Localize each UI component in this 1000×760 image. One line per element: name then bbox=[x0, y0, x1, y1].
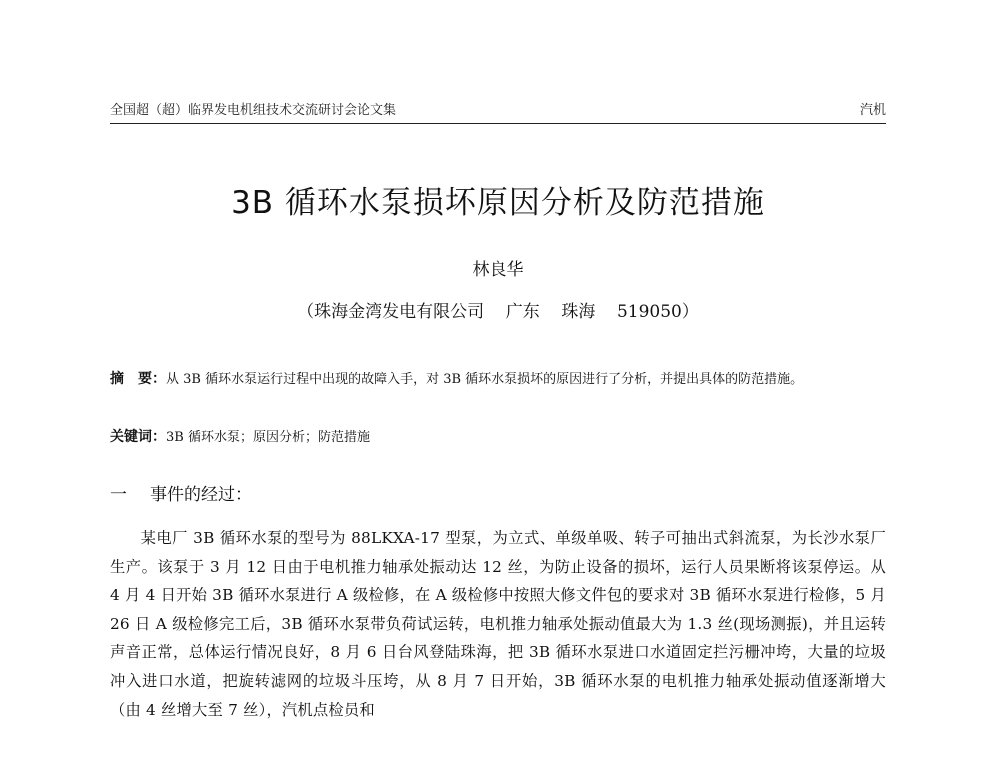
section-heading bbox=[110, 482, 886, 508]
author-affiliation: （珠海金湾发电有限公司 广东 珠海 519050） bbox=[297, 302, 699, 322]
keywords-label: 关键词： bbox=[110, 429, 166, 445]
author-name: 林良华 bbox=[472, 260, 524, 280]
abstract bbox=[110, 368, 886, 391]
header-divider bbox=[110, 123, 886, 124]
paper-title: 3B 循环水泵损坏原因分析及防范措施 bbox=[231, 185, 765, 221]
abstract-label: 摘 要： bbox=[110, 371, 166, 387]
body-paragraph: 某电厂 3B 循环水泵的型号为 88LKXA-17 型泵，为立式、单级单吸、转子可抽出式斜流泵，为长沙水泵厂生产。该泵于 3 月 12 日由于电机推力轴承处振动达 12 丝，为防止设备的损坏，运行人员果断将该泵停运。从 4 月 4 日开始 3B 循环水泵进行 A 级检修，在 A 级检修中按照大修文件包的要求对 3B 循环水泵进行检修，5 月 26 日 A 级检修完工后，3B 循环水泵带负荷试运转，电机推力轴承处振动值最大为 1.3 丝(现场测振)，并且运转声音正常，总体运行情况良好，8 月 6 日台风登陆珠海，把 3B 循环水泵进口水道固定拦污栅冲垮，大量的垃圾冲入进口水道，把旋转滤网的垃圾斗压垮，从 8 月 7 日开始，3B 循环水泵的电机推力轴承处振动值逐渐增大（由 4 丝增大至 7 丝），汽机点检员和 bbox=[110, 529, 886, 719]
keywords bbox=[110, 426, 886, 449]
keywords-text: 3B 循环水泵；原因分析；防范措施 bbox=[166, 430, 370, 445]
running-header bbox=[110, 100, 886, 122]
abstract-text: 从 3B 循环水泵运行过程中出现的故障入手，对 3B 循环水泵损坏的原因进行了分析，并提出具体的防范措施。 bbox=[166, 372, 804, 387]
header-section-name: 汽机 bbox=[859, 103, 886, 118]
header-journal-title: 全国超（超）临界发电机组技术交流研讨会论文集 bbox=[110, 103, 397, 118]
section-title: 事件的经过： bbox=[150, 485, 252, 505]
section-number: 一 bbox=[110, 485, 127, 505]
